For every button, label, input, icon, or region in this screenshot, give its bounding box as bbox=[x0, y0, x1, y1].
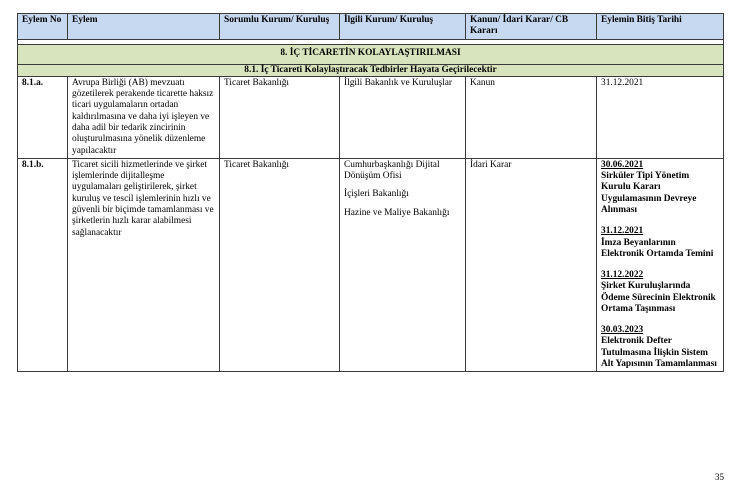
milestone-text: Sirküler Tipi Yönetim Kurulu Kararı Uygulamasının Devreye Alınması bbox=[601, 171, 697, 215]
milestone-date: 31.12.2022 bbox=[601, 270, 644, 281]
milestone-text: Şirket Kuruluşlarında Ödeme Sürecinin Elektronik Ortama Taşınması bbox=[601, 281, 716, 314]
milestone bbox=[601, 226, 719, 260]
header-eylem: Eylem bbox=[68, 14, 220, 40]
milestone bbox=[601, 325, 719, 370]
row-karar: Kanun bbox=[466, 76, 597, 158]
row-sorumlu: Ticaret Bakanlığı bbox=[220, 158, 340, 372]
row-eylem-text: Avrupa Birliği (AB) mevzuatı gözetilerek perakende ticarette haksız ticari uygulamaların ortadan kaldırılmasına ve daha iyi işleyen ve daha adil bir tedarik zincirinin oluşturulmasına yönelik düzenleme yapılacaktır bbox=[72, 77, 214, 156]
row-sorumlu: Ticaret Bakanlığı bbox=[220, 76, 340, 158]
row-bitis bbox=[597, 158, 724, 372]
ilgili-item: Cumhurbaşkanlığı Dijital Dönüşüm Ofisi bbox=[344, 159, 440, 182]
header-karar: Kanun/ İdari Karar/ CB Kararı bbox=[466, 14, 597, 40]
row-id: 8.1.b. bbox=[18, 158, 68, 372]
ilgili-item: İçişleri Bakanlığı bbox=[344, 189, 409, 200]
ilgili-item: İlgili Bakanlık ve Kuruluşlar bbox=[344, 77, 453, 88]
page-number: 35 bbox=[715, 472, 724, 482]
row-id: 8.1.a. bbox=[18, 76, 68, 158]
milestone bbox=[601, 270, 719, 315]
subsection-title: 8.1. İç Ticareti Kolaylaştıracak Tedbirler Hayata Geçirilecektir bbox=[18, 64, 724, 76]
subsection-row bbox=[18, 64, 724, 76]
table-row bbox=[18, 158, 724, 372]
header-eylem-no: Eylem No bbox=[18, 14, 68, 40]
action-plan-table bbox=[17, 13, 724, 372]
milestone-text: Elektronik Defter Tutulmasına İlişkin Sistem Alt Yapısının Tamamlanması bbox=[601, 336, 717, 370]
row-ilgili bbox=[340, 158, 466, 372]
section-title: 8. İÇ TİCARETİN KOLAYLAŞTIRILMASI bbox=[18, 44, 724, 64]
milestone bbox=[601, 160, 719, 216]
row-eylem bbox=[68, 158, 220, 372]
row-eylem bbox=[68, 76, 220, 158]
row-eylem-text: Ticaret sicili hizmetlerinde ve şirket işlemlerinde dijitalleşme uygulamaları geliştirilerek, şirket kuruluş ve tescil işlemlerinin hızlı ve güvenli bir biçimde tamamlanması ve şirketlerin hızlı karar alabilmesi sağlanacaktır bbox=[72, 159, 214, 238]
row-bitis: 31.12.2021 bbox=[597, 76, 724, 158]
row-ilgili bbox=[340, 76, 466, 158]
row-karar: İdari Karar bbox=[466, 158, 597, 372]
milestone-date: 30.06.2021 bbox=[601, 159, 644, 170]
header-ilgili: İlgili Kurum/ Kuruluş bbox=[340, 14, 466, 40]
header-bitis: Eylemin Bitiş Tarihi bbox=[597, 14, 724, 40]
milestone-text: İmza Beyanlarının Elektronik Ortamda Temini bbox=[601, 237, 714, 259]
table-row bbox=[18, 76, 724, 158]
ilgili-item: Hazine ve Maliye Bakanlığı bbox=[344, 207, 450, 218]
milestone-date: 30.03.2023 bbox=[601, 325, 644, 336]
section-row bbox=[18, 44, 724, 64]
milestone-date: 31.12.2021 bbox=[601, 226, 644, 237]
table-header-row bbox=[18, 14, 724, 40]
header-sorumlu: Sorumlu Kurum/ Kuruluş bbox=[220, 14, 340, 40]
